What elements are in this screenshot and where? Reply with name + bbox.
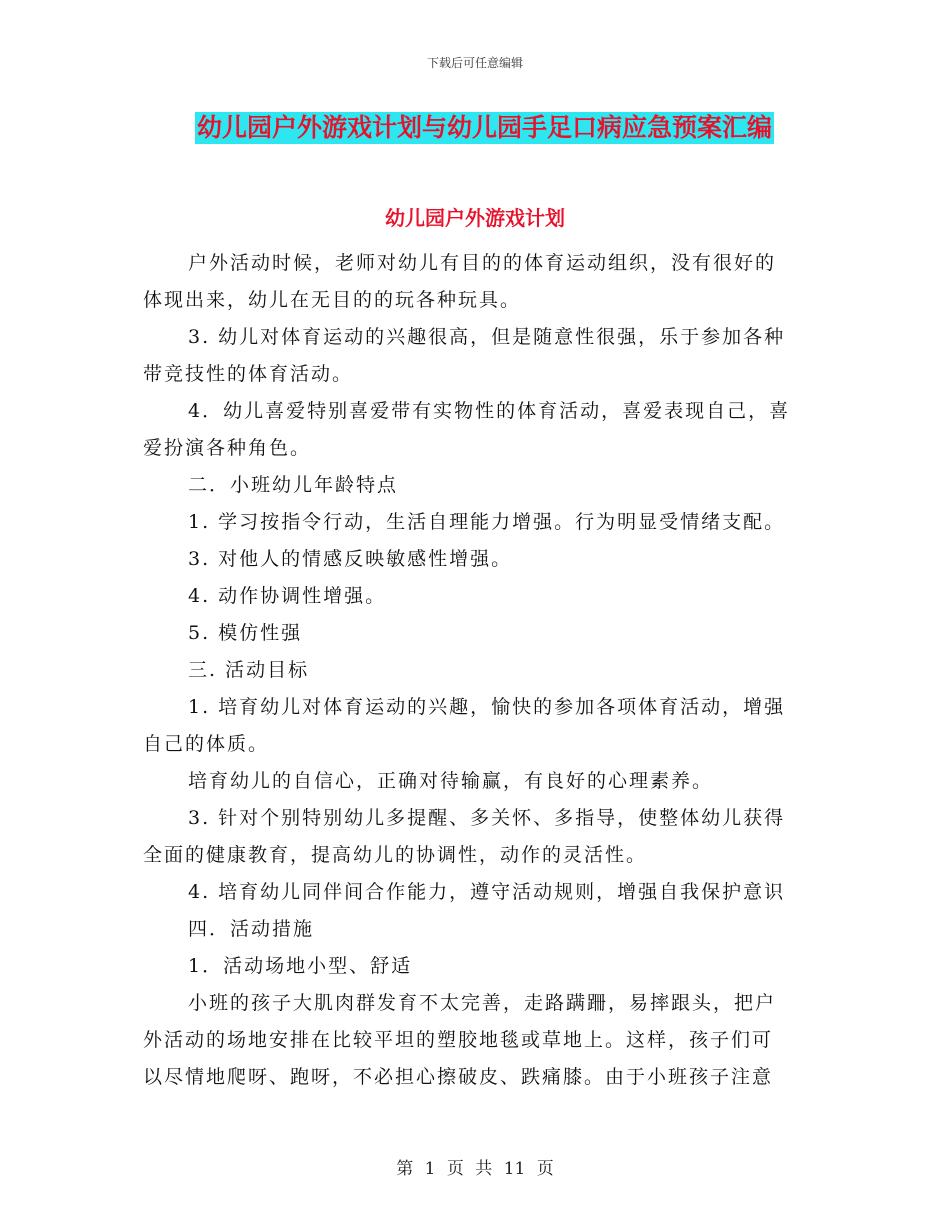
text-line: 4. 动作协调性增强。 xyxy=(188,585,387,607)
text-line: 1. 培育幼儿对体育运动的兴趣，愉快的参加各项体育活动，增强 xyxy=(188,696,786,718)
text-line: 3. 针对个别特别幼儿多提醒、多关怀、多指导，使整体幼儿获得 xyxy=(188,807,786,829)
text-line: 体现出来，幼儿在无目的的玩各种玩具。 xyxy=(143,289,522,311)
text-line: 四．活动措施 xyxy=(188,918,315,940)
text-line: 二．小班幼儿年龄特点 xyxy=(188,474,399,496)
section-title: 幼儿园户外游戏计划 xyxy=(385,206,565,230)
body-text xyxy=(143,245,808,1096)
page-footer: 第 1 页 共 11 页 xyxy=(396,1159,554,1179)
text-line: 户外活动时候，老师对幼儿有目的的体育运动组织，没有很好的 xyxy=(188,252,777,274)
text-line: 爱扮演各种角色。 xyxy=(143,437,312,459)
text-line: 4. 培育幼儿同伴间合作能力，遵守活动规则，增强自我保护意识 xyxy=(188,881,786,903)
text-line: 以尽情地爬呀、跑呀，不必担心擦破皮、跌痛膝。由于小班孩子注意 xyxy=(143,1066,774,1088)
text-line: 1．活动场地小型、舒适 xyxy=(188,955,413,977)
text-line: 小班的孩子大肌肉群发育不太完善，走路蹒跚，易摔跟头，把户 xyxy=(188,992,777,1014)
text-line: 3. 对他人的情感反映敏感性增强。 xyxy=(188,548,513,570)
document-title: 幼儿园户外游戏计划与幼儿园手足口病应急预案汇编 xyxy=(197,113,773,142)
text-line: 外活动的场地安排在比较平坦的塑胶地毯或草地上。这样，孩子们可 xyxy=(143,1029,774,1051)
text-line: 培育幼儿的自信心，正确对待输赢，有良好的心理素养。 xyxy=(188,770,714,792)
text-line: 3. 幼儿对体育运动的兴趣很高，但是随意性很强，乐于参加各种 xyxy=(188,326,786,348)
text-line: 1. 学习按指令行动，生活自理能力增强。行为明显受情绪支配。 xyxy=(188,511,786,533)
text-line: 全面的健康教育，提高幼儿的协调性，动作的灵活性。 xyxy=(143,844,648,866)
text-line: 带竞技性的体育活动。 xyxy=(143,363,354,385)
text-line: 自己的体质。 xyxy=(143,733,270,755)
text-line: 4．幼儿喜爱特别喜爱带有实物性的体育活动，喜爱表现自己，喜 xyxy=(188,400,791,422)
text-line: 5. 模仿性强 xyxy=(188,622,303,644)
header-note: 下载后可任意编辑 xyxy=(426,56,523,70)
text-line: 三. 活动目标 xyxy=(188,659,310,681)
